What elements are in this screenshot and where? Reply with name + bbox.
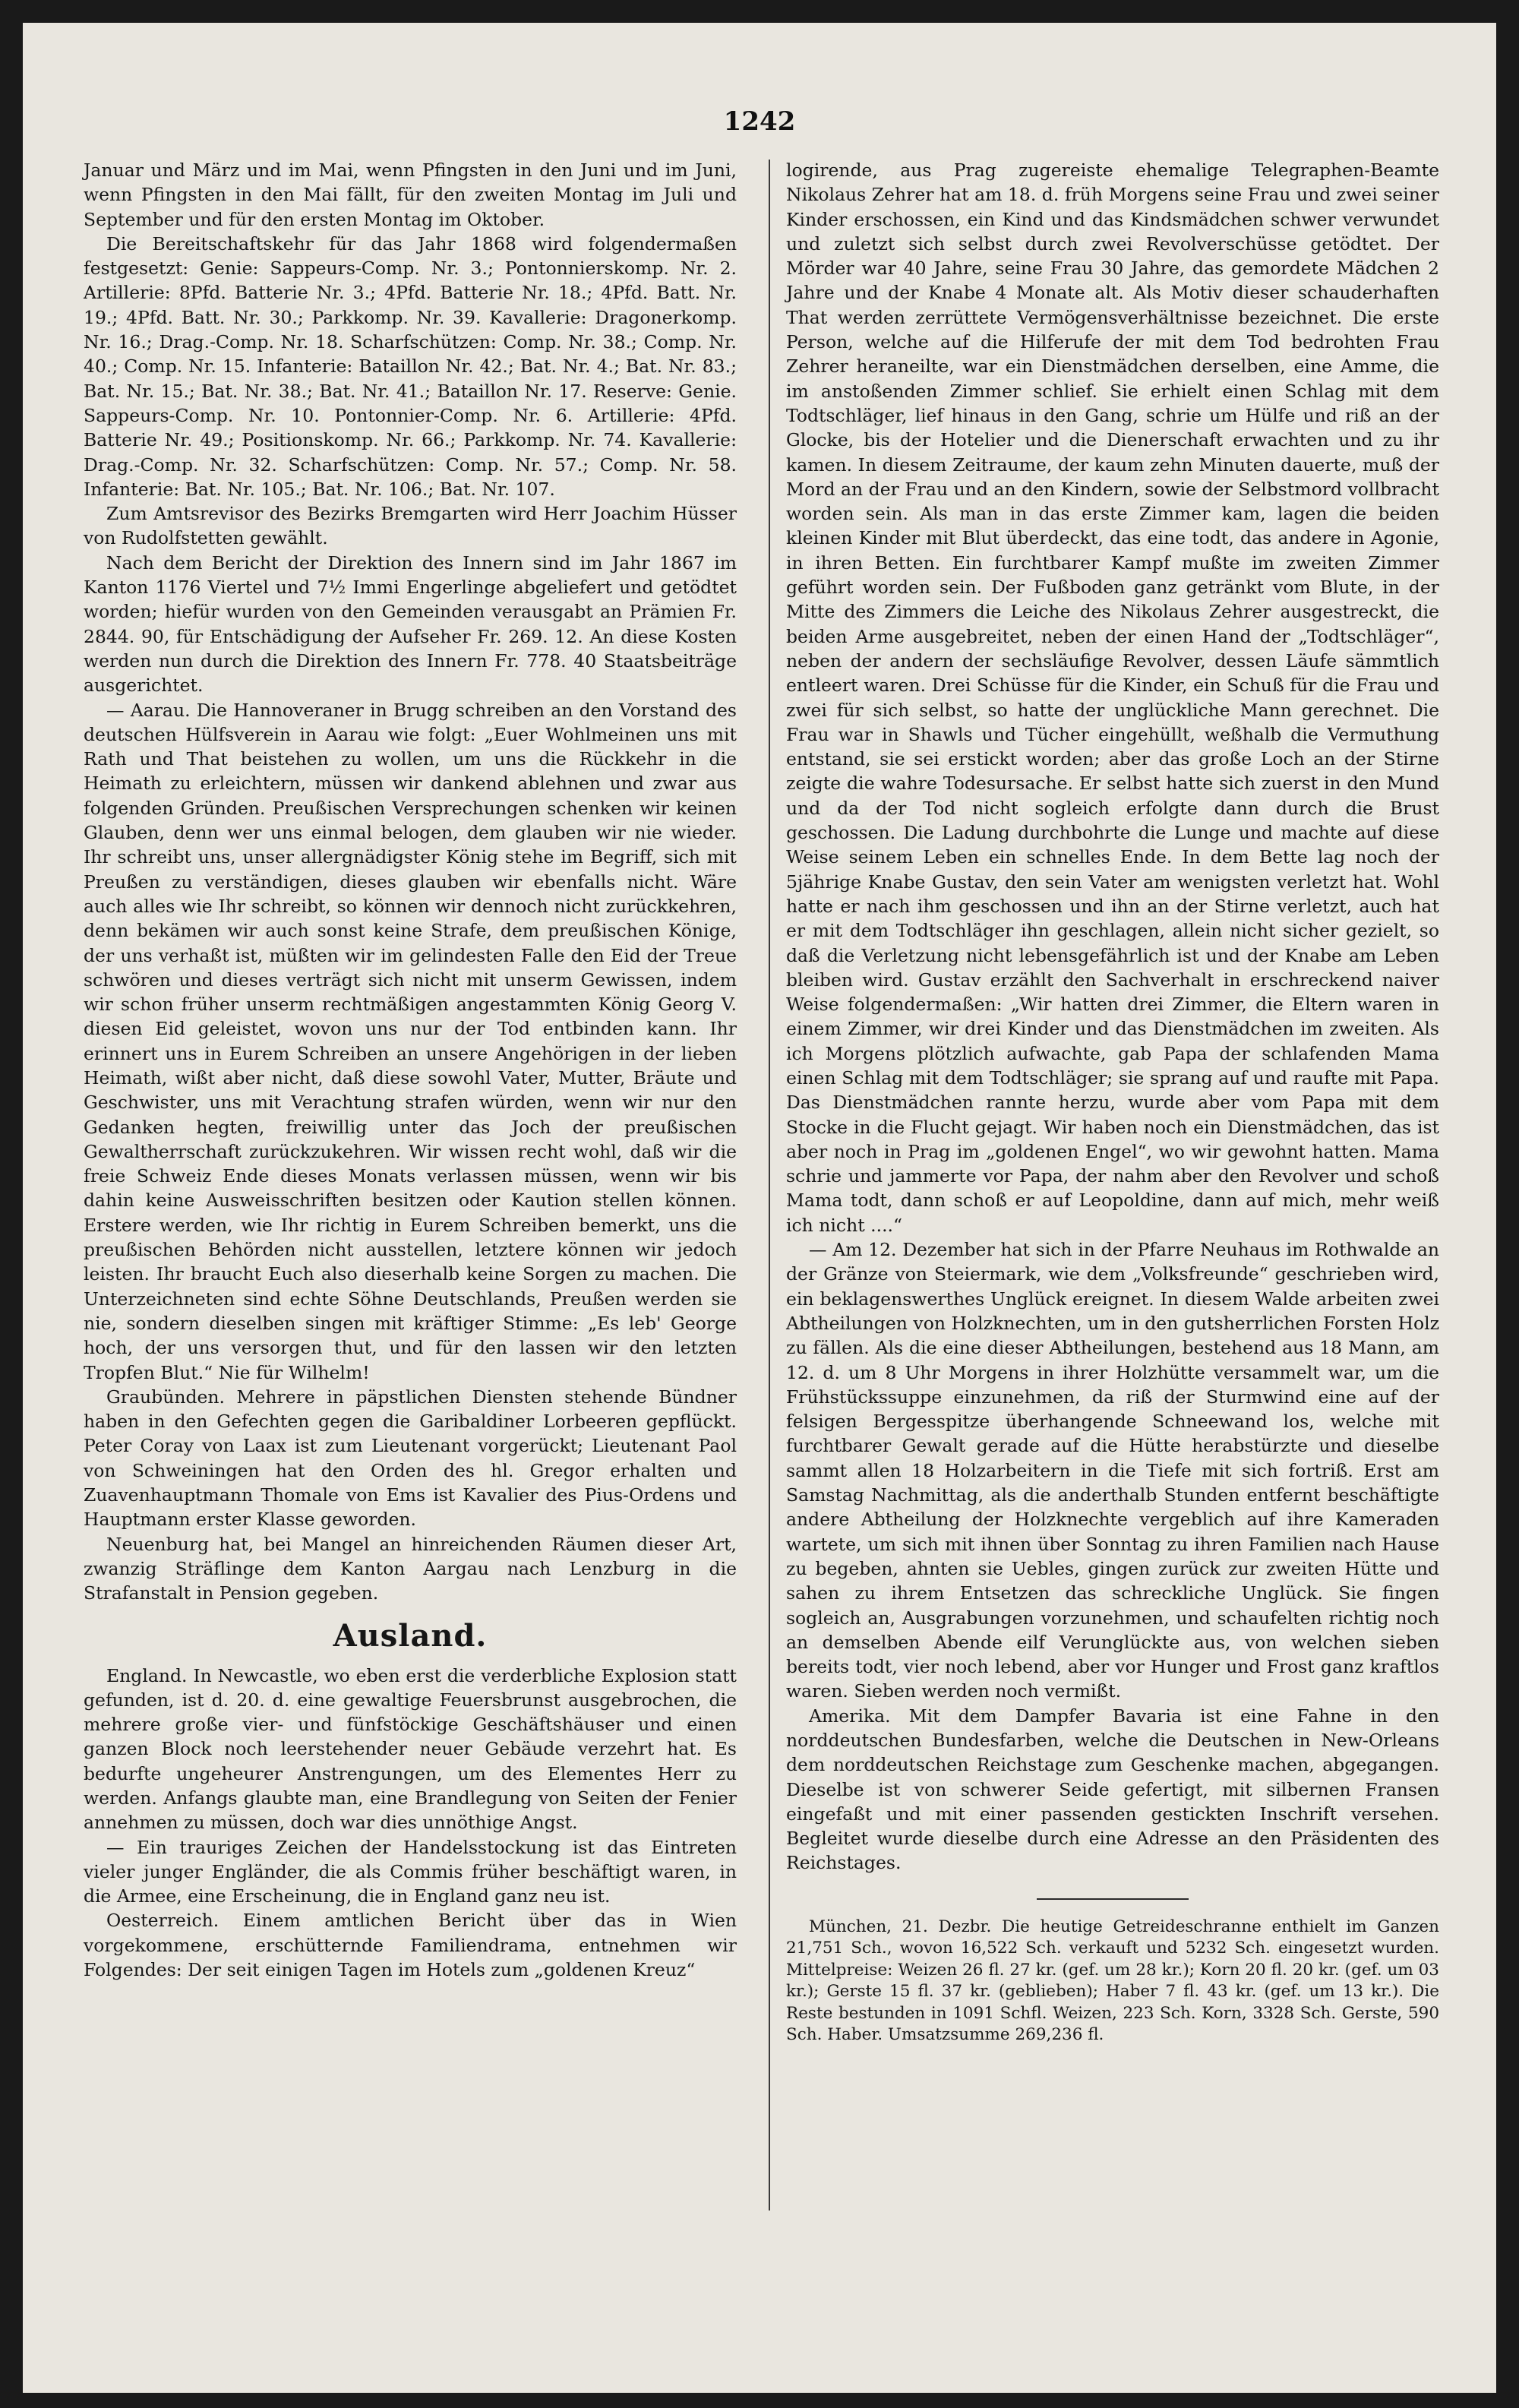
article-paragraph: Amerika. Mit dem Dampfer Bavaria ist eine Fahne in den norddeutschen Bundesfarben, welche die Deutschen in New-Orleans dem norddeutschen Reichstage zum Geschenke machen, abgegangen. Dieselbe ist von schwerer Seide gefertigt, mit silbernen Fransen eingefaßt und mit einer passenden gestickten Inschrift versehen. Begleitet wurde dieselbe durch eine Adresse an den Präsidenten des Reichstages. (786, 1705, 1439, 1874)
section-divider (1037, 1898, 1189, 1900)
left-column (84, 158, 737, 1982)
article-paragraph: — Am 12. Dezember hat sich in der Pfarre Neuhaus im Rothwalde an der Gränze von Steiermark, wie dem „Volksfreunde“ geschrieben wird, ein beklagenswerthes Unglück ereignet. In diesem Walde arbeiten zwei Abtheilungen von Holzknechten, um in den gutsherrlichen Forsten Holz zu fällen. Als die eine dieser Abtheilungen, bestehend aus 18 Mann, am 12. d. um 8 Uhr Morgens in ihrer Holzhütte versammelt war, um die Frühstückssuppe einzunehmen, da riß der Sturmwind eine auf der felsigen Bergesspitze überhangende Schneewand los, welche mit furchtbarer Gewalt gerade auf die Hütte herabstürzte und dieselbe sammt allen 18 Holzarbeitern in die Tiefe mit sich fortriß. Erst am Samstag Nachmittag, als die anderthalb Stunden entfernt beschäftigte andere Abtheilung der Holzknechte vergeblich auf ihre Kameraden wartete, um sich mit ihnen über Sonntag zu ihren Familien nach Hause zu begeben, ahnten sie Uebles, gingen zurück zur zweiten Hütte und sahen zu ihrem Entsetzen das schreckliche Unglück. Sie fingen sogleich an, Ausgrabungen vorzunehmen, und schaufelten richtig noch an demselben Abende eilf Verunglückte aus, von welchen sieben bereits todt, vier noch lebend, aber vor Hunger und Frost ganz kraftlos waren. Sieben werden noch vermißt. (786, 1239, 1439, 1702)
article-paragraph: Die Bereitschaftskehr für das Jahr 1868 wird folgendermaßen festgesetzt: Genie: Sappeurs-Comp. Nr. 3.; Pontonnierskomp. Nr. 2. Artillerie: 8Pfd. Batterie Nr. 3.; 4Pfd. Batterie Nr. 18.; 4Pfd. Batt. Nr. 19.; 4Pfd. Batt. Nr. 30.; Parkkomp. Nr. 39. Kavallerie: Dragonerkomp. Nr. 16.; Drag.-Comp. Nr. 18. Scharfschützen: Comp. Nr. 38.; Comp. Nr. 40.; Comp. Nr. 15. Infanterie: Bataillon Nr. 42.; Bat. Nr. 4.; Bat. Nr. 83.; Bat. Nr. 15.; Bat. Nr. 38.; Bat. Nr. 41.; Bataillon Nr. 17. Reserve: Genie. Sappeurs-Comp. Nr. 10. Pontonnier-Comp. Nr. 6. Artillerie: 4Pfd. Batterie Nr. 49.; Positionskomp. Nr. 66.; Parkkomp. Nr. 74. Kavallerie: Drag.-Comp. Nr. 32. Scharfschützen: Comp. Nr. 57.; Comp. Nr. 58. Infanterie: Bat. Nr. 105.; Bat. Nr. 106.; Bat. Nr. 107. (84, 232, 737, 500)
newspaper-page (23, 23, 1496, 2393)
section-heading-ausland: Ausland. (333, 1617, 488, 1654)
article-paragraph: Neuenburg hat, bei Mangel an hinreichenden Räumen dieser Art, zwanzig Sträflinge dem Kanton Aargau nach Lenzburg in die Strafanstalt in Pension gegeben. (84, 1533, 737, 1604)
article-paragraph: logirende, aus Prag zugereiste ehemalige Telegraphen-Beamte Nikolaus Zehrer hat am 18. d. früh Morgens seine Frau und zwei seiner Kinder erschossen, ein Kind und das Kindsmädchen schwer verwundet und zuletzt sich selbst durch zwei Revolverschüsse getödtet. Der Mörder war 40 Jahre, seine Frau 30 Jahre, das gemordete Mädchen 2 Jahre und der Knabe 4 Monate alt. Als Motiv dieser schauderhaften That werden zerrüttete Vermögensverhältnisse bezeichnet. Die erste Person, welche auf die Hilferufe der mit dem Tod bedrohten Frau Zehrer heraneilte, war ein Dienstmädchen derselben, eine Amme, die im anstoßenden Zimmer schlief. Sie erhielt einen Schlag mit dem Todtschläger, lief hinaus in den Gang, schrie um Hülfe und riß an der Glocke, bis der Hotelier und die Dienerschaft erwachten und zu ihr kamen. In diesem Zeitraume, der kaum zehn Minuten dauerte, muß der Mord an der Frau und an den Kindern, sowie der Selbstmord vollbracht worden sein. Als man in das erste Zimmer kam, lagen die beiden kleinen Kinder mit Blut überdeckt, das eine todt, das andere in Agonie, in ihren Betten. Ein furchtbarer Kampf mußte im zweiten Zimmer geführt worden sein. Der Fußboden ganz getränkt vom Blute, in der Mitte des Zimmers die Leiche des Nikolaus Zehrer ausgestreckt, die beiden Arme ausgebreitet, neben der einen Hand der „Todtschläger“, neben der andern der sechsläufige Revolver, dessen Läufe sämmtlich entleert waren. Drei Schüsse für die Kinder, ein Schuß für die Frau und zwei für sich selbst, so hatte der unglückliche Mann gerechnet. Die Frau war in Shawls und Tücher eingehüllt, weßhalb die Vermuthung entstand, sie sei erstickt worden; aber das große Loch an der Stirne zeigte die wahre Todesursache. Er selbst hatte sich zuerst in den Mund und da der Tod nicht sogleich erfolgte dann durch die Brust geschossen. Die Ladung durchbohrte die Lunge und machte auf diese Weise seinem Leben ein schnelles Ende. In dem Bette lag noch der 5jährige Knabe Gustav, den sein Vater am wenigsten verletzt hat. Wohl hatte er nach ihm geschossen und ihn an der Stirne verletzt, auch hat er mit dem Todtschläger ihn geschlagen, allein nicht sicher gezielt, so daß die Verletzung nicht lebensgefährlich ist und der Knabe am Leben bleiben wird. Gustav erzählt den Sachverhalt in erschreckend naiver Weise folgendermaßen: „Wir hatten drei Zimmer, die Eltern waren in einem Zimmer, wir drei Kinder und das Dienstmädchen im zweiten. Als ich Morgens plötzlich aufwachte, gab Papa der schlafenden Mama einen Schlag mit dem Todtschläger; sie sprang auf und raufte mit Papa. Das Dienstmädchen rannte herzu, wurde aber vom Papa mit dem Stocke in die Flucht gejagt. Wir haben noch ein Dienstmädchen, das ist aber noch in Prag im „goldenen Engel“, wo wir gewohnt hatten. Mama schrie und jammerte vor Papa, der nahm aber den Revolver und schoß Mama todt, dann schoß er auf Leopoldine, dann auf mich, mehr weiß ich nicht ....“ (786, 160, 1439, 1236)
column-divider (769, 160, 770, 2210)
article-paragraph: Januar und März und im Mai, wenn Pfingsten in den Juni und im Juni, wenn Pfingsten in den Mai fällt, für den zweiten Montag im Juli und September und für den ersten Montag im Oktober. (84, 160, 737, 230)
article-paragraph: England. In Newcastle, wo eben erst die verderbliche Explosion statt gefunden, ist d. 20. d. eine gewaltige Feuersbrunst ausgebrochen, die mehrere große vier- und fünfstöckige Geschäftshäuser und einen ganzen Block noch leerstehender neuer Gebäude verzehrt hat. Es bedurfte ungeheurer Anstrengungen, um des Elementes Herr zu werden. Anfangs glaubte man, eine Brandlegung von Seiten der Fenier annehmen zu müssen, doch war dies unnöthige Angst. (84, 1664, 737, 1834)
article-paragraph: Zum Amtsrevisor des Bezirks Bremgarten wird Herr Joachim Hüsser von Rudolfstetten gewählt. (84, 503, 737, 549)
article-paragraph: Graubünden. Mehrere in päpstlichen Diensten stehende Bündner haben in den Gefechten gegen die Garibaldiner Lorbeeren gepflückt. Peter Coray von Laax ist zum Lieutenant vorgerückt; Lieutenant Paol von Schweiningen hat den Orden des hl. Gregor erhalten und Zuavenhauptmann Thomale von Ems ist Kavalier des Pius-Ordens und Hauptmann erster Klasse geworden. (84, 1386, 737, 1531)
market-report: München, 21. Dezbr. Die heutige Getreideschranne enthielt im Ganzen 21,751 Sch., wovon 16,522 Sch. verkauft und 5232 Sch. eingesetzt wurden. Mittelpreise: Weizen 26 fl. 27 kr. (gef. um 28 kr.); Korn 20 fl. 20 kr. (gef. um 03 kr.); Gerste 15 fl. 37 kr. (geblieben); Haber 7 fl. 43 kr. (gef. um 13 kr.). Die Reste bestunden in 1091 Schfl. Weizen, 223 Sch. Korn, 3328 Sch. Gerste, 590 Sch. Haber. Umsatzsumme 269,236 fl. (786, 1917, 1439, 2045)
article-paragraph: Nach dem Bericht der Direktion des Innern sind im Jahr 1867 im Kanton 1176 Viertel und 7½ Immi Engerlinge abgeliefert und getödtet worden; hiefür wurden von den Gemeinden verausgabt an Prämien Fr. 2844. 90, für Entschädigung der Aufseher Fr. 269. 12. An diese Kosten werden nun durch die Direktion des Innern Fr. 778. 40 Staatsbeiträge ausgerichtet. (84, 551, 737, 697)
page-number: 1242 (723, 106, 796, 137)
bleed-through-text (600, 2340, 1284, 2359)
article-paragraph: — Ein trauriges Zeichen der Handelsstockung ist das Eintreten vieler junger Engländer, die als Commis früher beschäftigt waren, in die Armee, eine Erscheinung, die in England ganz neu ist. (84, 1836, 737, 1907)
right-column (786, 158, 1439, 2046)
article-paragraph: — Aarau. Die Hannoveraner in Brugg schreiben an den Vorstand des deutschen Hülfsverein in Aarau wie folgt: „Euer Wohlmeinen uns mit Rath und That beistehen zu wollen, um uns die Rückkehr in die Heimath zu erleichtern, müssen wir dankend ablehnen und zwar aus folgenden Gründen. Preußischen Versprechungen schenken wir keinen Glauben, denn wer uns einmal belogen, dem glauben wir nie wieder. Ihr schreibt uns, unser allergnädigster König stehe im Begriff, sich mit Preußen zu verständigen, dieses glauben wir ebenfalls nicht. Wäre auch alles wie Ihr schreibt, so können wir dennoch nicht zurückkehren, denn bekämen wir auch sonst keine Strafe, dem preußischen Könige, der uns verhaßt ist, müßten wir im gelindesten Falle den Eid der Treue schwören und dieses verträgt sich nicht mit unserm Gewissen, indem wir schon früher unserm rechtmäßigen angestammten König Georg V. diesen Eid geleistet, wovon uns nur der Tod entbinden kann. Ihr erinnert uns in Eurem Schreiben an unsere Angehörigen in der lieben Heimath, wißt aber nicht, daß diese sowohl Vater, Mutter, Bräute und Geschwister, uns mit Verachtung strafen würden, wenn wir nur den Gedanken hegten, freiwillig unter das Joch der preußischen Gewaltherrschaft zurückzukehren. Wir wissen recht wohl, daß wir die freie Schweiz Ende dieses Monats verlassen müssen, wenn wir bis dahin keine Ausweisschriften besitzen oder Kaution stellen können. Erstere werden, wie Ihr richtig in Eurem Schreiben bemerkt, uns die preußischen Behörden nicht ausstellen, letztere können wir jedoch leisten. Ihr braucht Euch also dieserhalb keine Sorgen zu machen. Die Unterzeichneten sind echte Söhne Deutschlands, Preußen werden sie nie, sondern dieselben singen mit kräftiger Stimme: „Es leb' George hoch, der uns versorgen thut, und für den lassen wir den letzten Tropfen Blut.“ Nie für Wilhelm! (84, 699, 737, 1383)
article-paragraph: Oesterreich. Einem amtlichen Bericht über das in Wien vorgekommene, erschütternde Familiendrama, entnehmen wir Folgendes: Der seit einigen Tagen im Hotels zum „goldenen Kreuz“ (84, 1910, 737, 1981)
